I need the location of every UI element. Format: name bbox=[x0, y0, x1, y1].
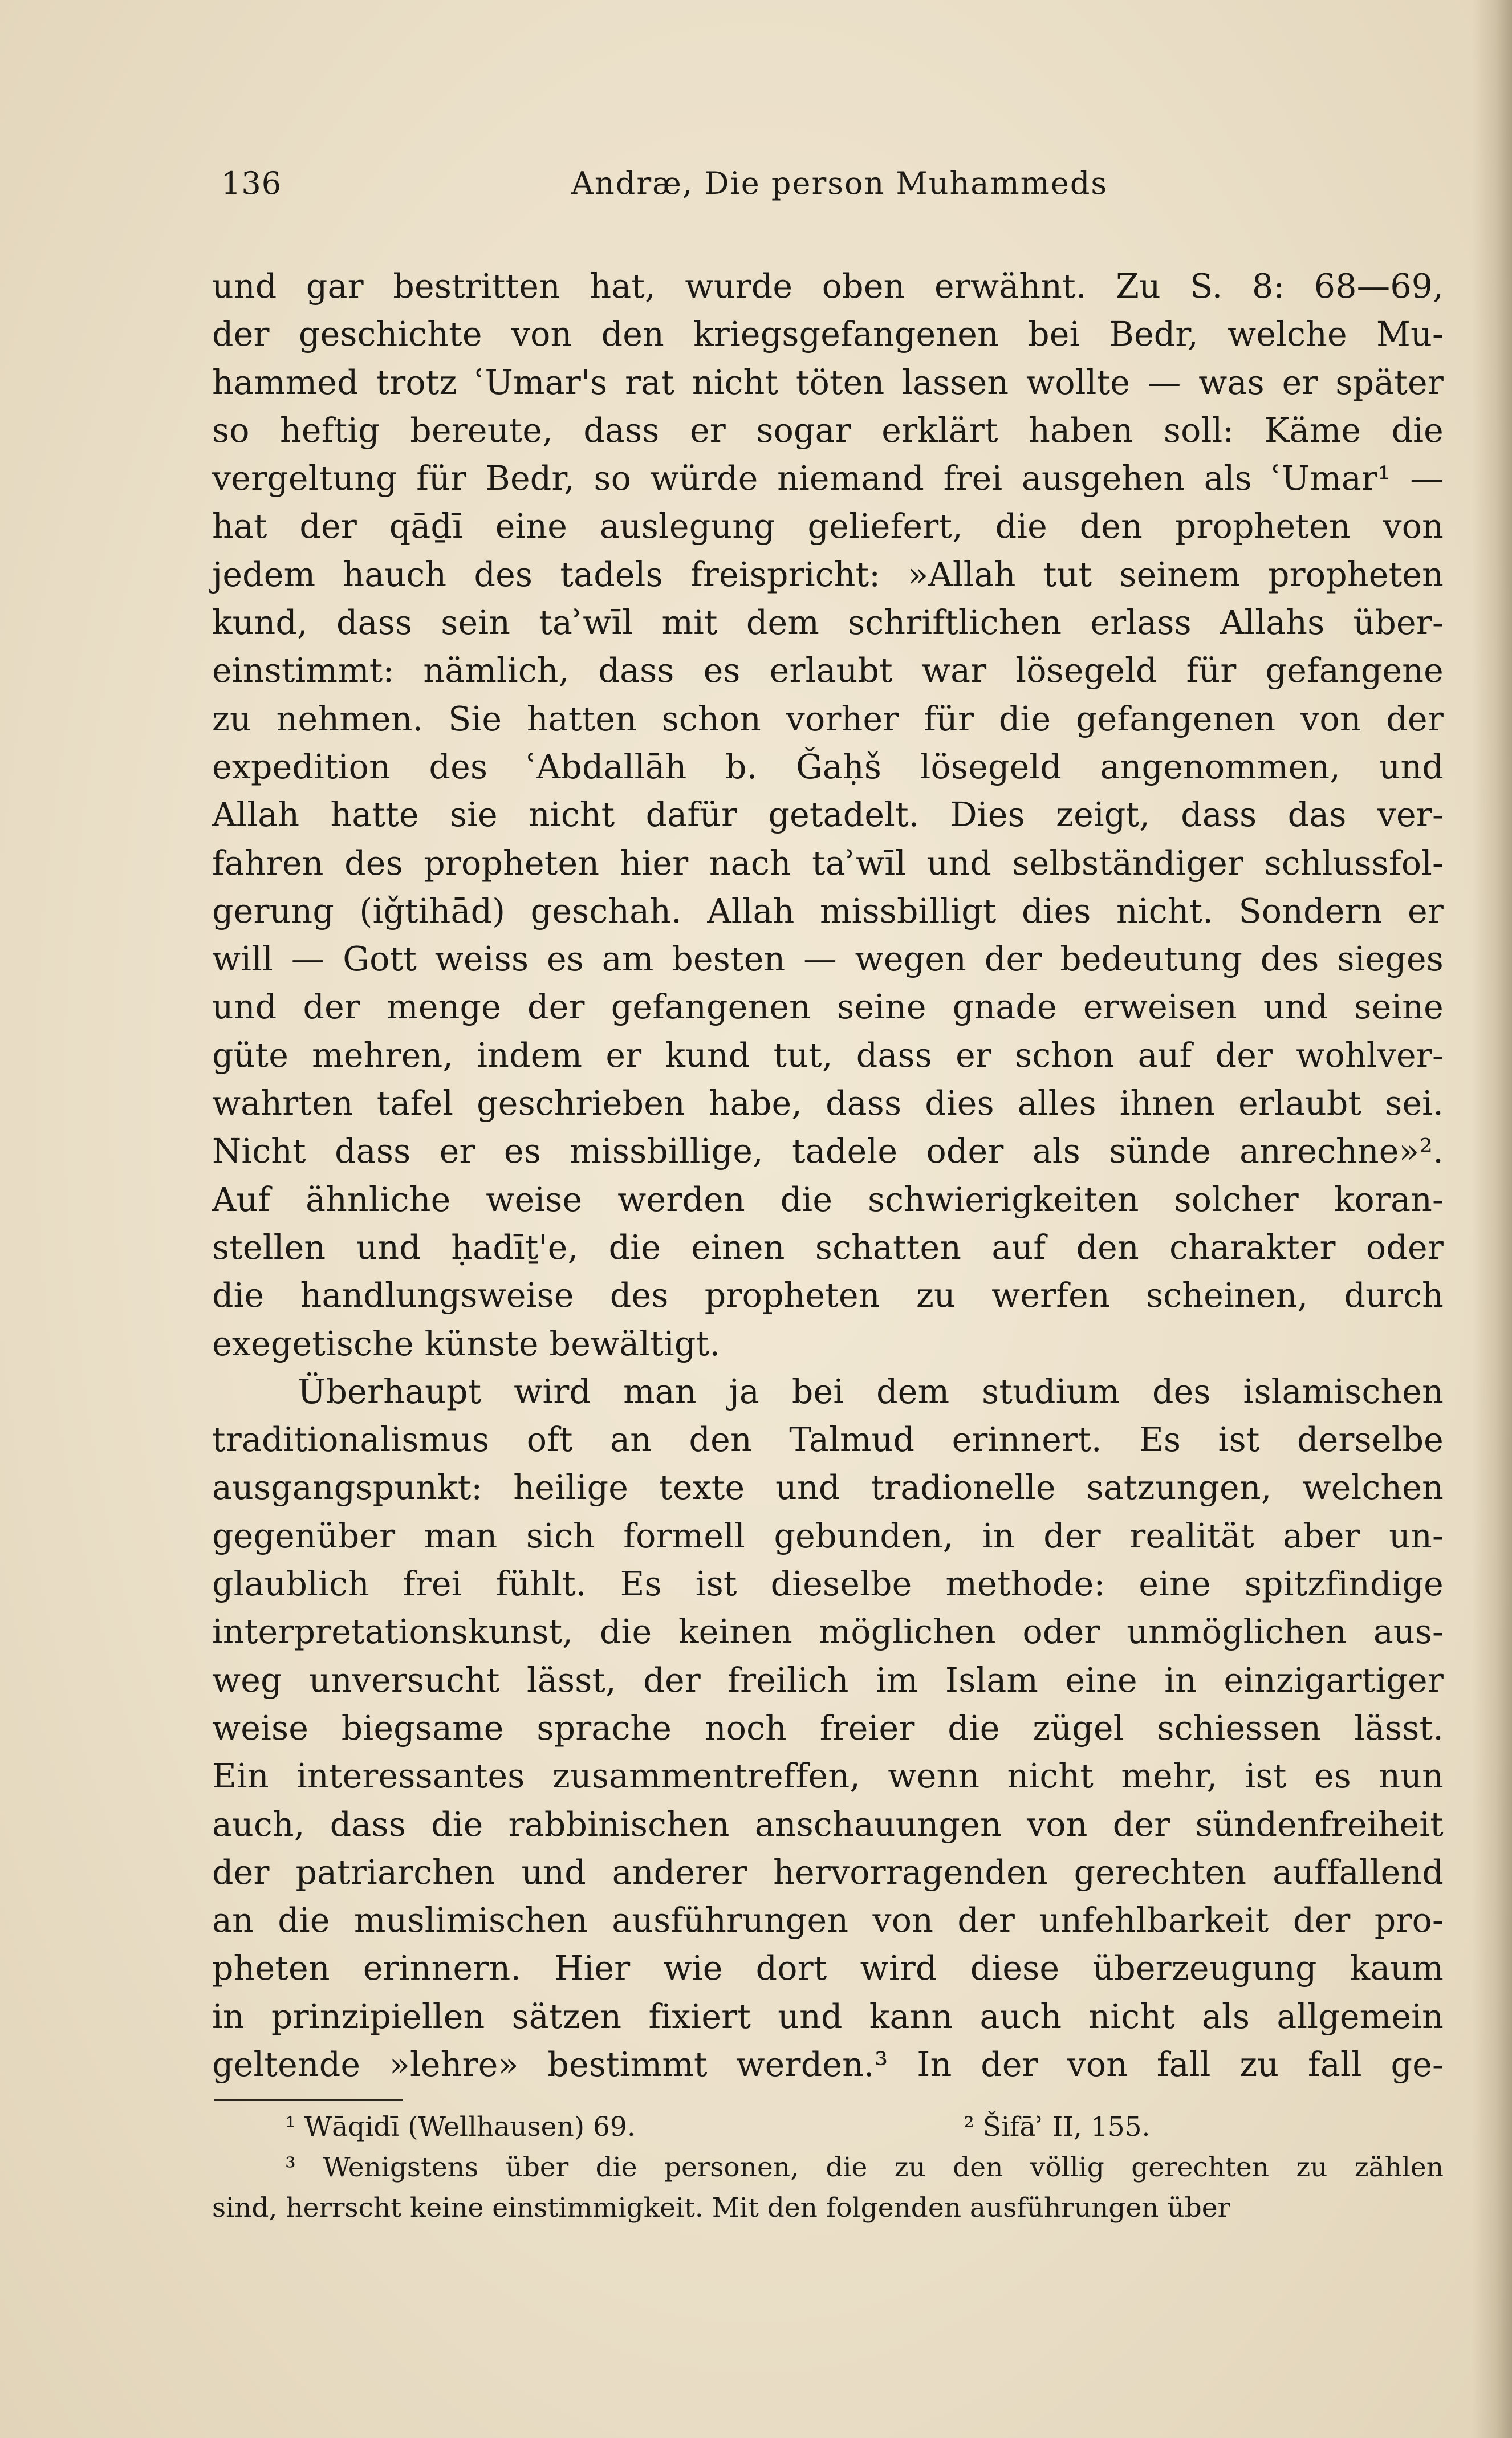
footnote-2: ² Šifāʾ II, 155. bbox=[964, 2111, 1151, 2143]
text-line: hat der qāḏī eine auslegung geliefert, die den propheten von bbox=[212, 507, 1444, 546]
text-line: jedem hauch des tadels freispricht: »Allah tut seinem propheten bbox=[212, 555, 1444, 594]
text-line: zu nehmen. Sie hatten schon vorher für die gefangenen von der bbox=[212, 699, 1444, 738]
footnotes bbox=[212, 2107, 1444, 2228]
text-line: pheten erinnern. Hier wie dort wird diese überzeugung kaum bbox=[212, 1949, 1444, 1988]
text-line: weise biegsame sprache noch freier die zügel schiessen lässt. bbox=[212, 1708, 1444, 1748]
text-line: Auf ähnliche weise werden die schwierigkeiten solcher koran- bbox=[212, 1180, 1444, 1219]
text-line: Ein interessantes zusammentreffen, wenn nicht mehr, ist es nun bbox=[212, 1757, 1444, 1796]
text-line: fahren des propheten hier nach taʾwīl und selbständiger schlussfol- bbox=[212, 843, 1444, 883]
text-line: expedition des ʿAbdallāh b. Ǧaḥš lösegeld angenommen, und bbox=[212, 747, 1444, 786]
text-line: und der menge der gefangenen seine gnade erweisen und seine bbox=[212, 988, 1444, 1027]
text-line: ausgangspunkt: heilige texte und tradionelle satzungen, welchen bbox=[212, 1468, 1444, 1508]
paragraph-first-line: Überhaupt wird man ja bei dem studium des islamischen bbox=[298, 1372, 1444, 1411]
text-line: wahrten tafel geschrieben habe, dass dies alles ihnen erlaubt sei. bbox=[212, 1084, 1444, 1123]
text-line: gerung (iǧtihād) geschah. Allah missbilligt dies nicht. Sondern er bbox=[212, 891, 1444, 930]
body-text bbox=[212, 262, 1444, 2088]
text-line: der geschichte von den kriegsgefangenen bei Bedr, welche Mu- bbox=[212, 315, 1444, 354]
text-line: interpretationskunst, die keinen möglichen oder unmöglichen aus- bbox=[212, 1612, 1444, 1652]
footnote-1: ¹ Wāqidī (Wellhausen) 69. bbox=[285, 2111, 636, 2143]
paragraph-last-line: exegetische künste bewältigt. bbox=[212, 1324, 721, 1363]
text-line: gegenüber man sich formell gebunden, in der realität aber un- bbox=[212, 1516, 1444, 1555]
page-edge-shadow bbox=[1472, 0, 1512, 2438]
footnote-row bbox=[212, 2107, 1444, 2147]
text-line: hammed trotz ʿUmar's rat nicht töten lassen wollte — was er später bbox=[212, 363, 1444, 402]
text-column bbox=[212, 165, 1444, 2088]
page-number: 136 bbox=[221, 165, 282, 201]
text-line: stellen und ḥadīṯ'e, die einen schatten auf den charakter oder bbox=[212, 1228, 1444, 1267]
page-header bbox=[212, 165, 1444, 217]
running-title: Andræ, Die person Muhammeds bbox=[571, 165, 1108, 201]
text-line: geltende »lehre» bestimmt werden.³ In der von fall zu fall ge- bbox=[212, 2045, 1444, 2084]
text-line: Allah hatte sie nicht dafür getadelt. Dies zeigt, dass das ver- bbox=[212, 795, 1444, 835]
text-line: vergeltung für Bedr, so würde niemand frei ausgehen als ʿUmar¹ — bbox=[212, 459, 1444, 498]
text-line: an die muslimischen ausführungen von der unfehlbarkeit der pro- bbox=[212, 1901, 1444, 1940]
footnote-3-line-2: sind, herrscht keine einstimmigkeit. Mit den folgenden ausführungen über bbox=[212, 2192, 1230, 2224]
text-line: güte mehren, indem er kund tut, dass er schon auf der wohlver- bbox=[212, 1035, 1444, 1075]
text-line: in prinzipiellen sätzen fixiert und kann auch nicht als allgemein bbox=[212, 1997, 1444, 2036]
text-line: will — Gott weiss es am besten — wegen der bedeutung des sieges bbox=[212, 940, 1444, 979]
text-line: traditionalismus oft an den Talmud erinnert. Es ist derselbe bbox=[212, 1420, 1444, 1460]
text-line: einstimmt: nämlich, dass es erlaubt war lösegeld für gefangene bbox=[212, 651, 1444, 690]
text-line: so heftig bereute, dass er sogar erklärt haben soll: Käme die bbox=[212, 411, 1444, 450]
text-line: weg unversucht lässt, der freilich im Islam eine in einzigartiger bbox=[212, 1660, 1444, 1700]
text-line: und gar bestritten hat, wurde oben erwähnt. Zu S. 8: 68—69, bbox=[212, 267, 1444, 306]
footnote-3-line-1: ³ Wenigstens über die personen, die zu den völlig gerechten zu zählen bbox=[285, 2152, 1444, 2183]
text-line: Nicht dass er es missbillige, tadele oder als sünde anrechne»². bbox=[212, 1132, 1444, 1171]
text-line: glaublich frei fühlt. Es ist dieselbe methode: eine spitzfindige bbox=[212, 1565, 1444, 1604]
text-line: kund, dass sein taʾwīl mit dem schriftlichen erlass Allahs über- bbox=[212, 603, 1444, 643]
text-line: die handlungsweise des propheten zu werfen scheinen, durch bbox=[212, 1276, 1444, 1315]
footnote-rule bbox=[214, 2099, 403, 2101]
text-line: der patriarchen und anderer hervorragenden gerechten auffallend bbox=[212, 1852, 1444, 1892]
text-line: auch, dass die rabbinischen anschauungen von der sündenfreiheit bbox=[212, 1805, 1444, 1844]
